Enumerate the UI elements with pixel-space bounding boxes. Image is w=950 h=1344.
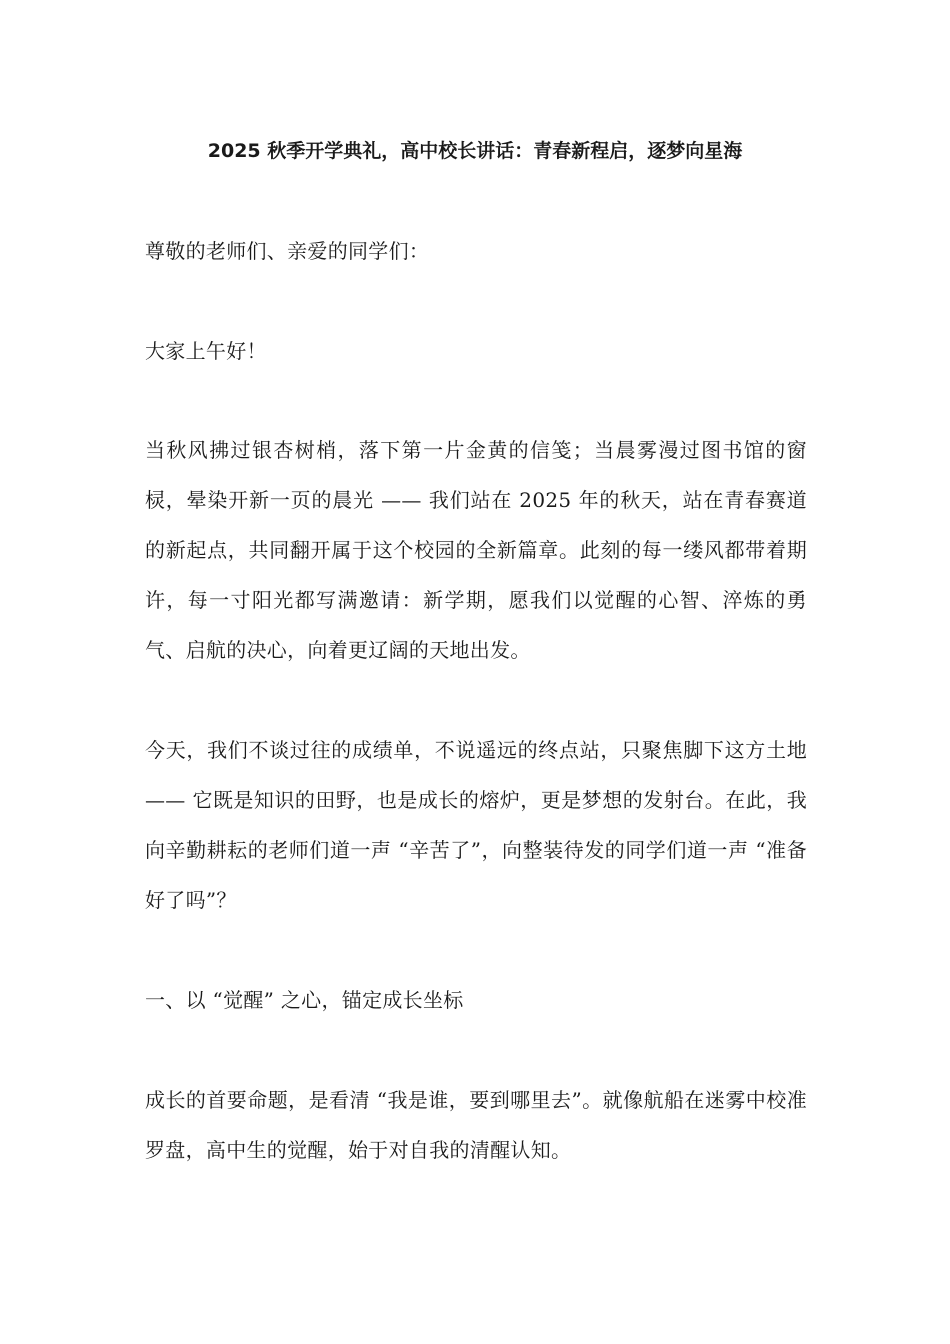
- body-paragraph: 今天，我们不谈过往的成绩单，不说遥远的终点站，只聚焦脚下这方土地 —— 它既是知识的田野，也是成长的熔炉，更是梦想的发射台。在此，我向辛勤耕耘的老师们道一声 “辛苦了”，向整装待发的同学们道一声 “准备好了吗”？: [145, 738, 807, 912]
- body-paragraph: 成长的首要命题，是看清 “我是谁，要到哪里去”。就像航船在迷雾中校准罗盘，高中生的觉醒，始于对自我的清醒认知。: [145, 1088, 807, 1162]
- salutation-line: 大家上午好！: [145, 339, 267, 363]
- greeting-line: 尊敬的老师们、亲爱的同学们：: [145, 239, 430, 263]
- document-title: 2025 秋季开学典礼，高中校长讲话：青春新程启，逐梦向星海: [207, 140, 743, 162]
- body-paragraph: 当秋风拂过银杏树梢，落下第一片金黄的信笺；当晨雾漫过图书馆的窗棂，晕染开新一页的晨光 —— 我们站在 2025 年的秋天，站在青春赛道的新起点，共同翻开属于这个校园的全新篇章。此刻的每一缕风都带着期许，每一寸阳光都写满邀请：新学期，愿我们以觉醒的心智、淬炼的勇气、启航的决心，向着更辽阔的天地出发。: [145, 438, 807, 662]
- section-heading: 一、以 “觉醒” 之心，锚定成长坐标: [145, 988, 464, 1012]
